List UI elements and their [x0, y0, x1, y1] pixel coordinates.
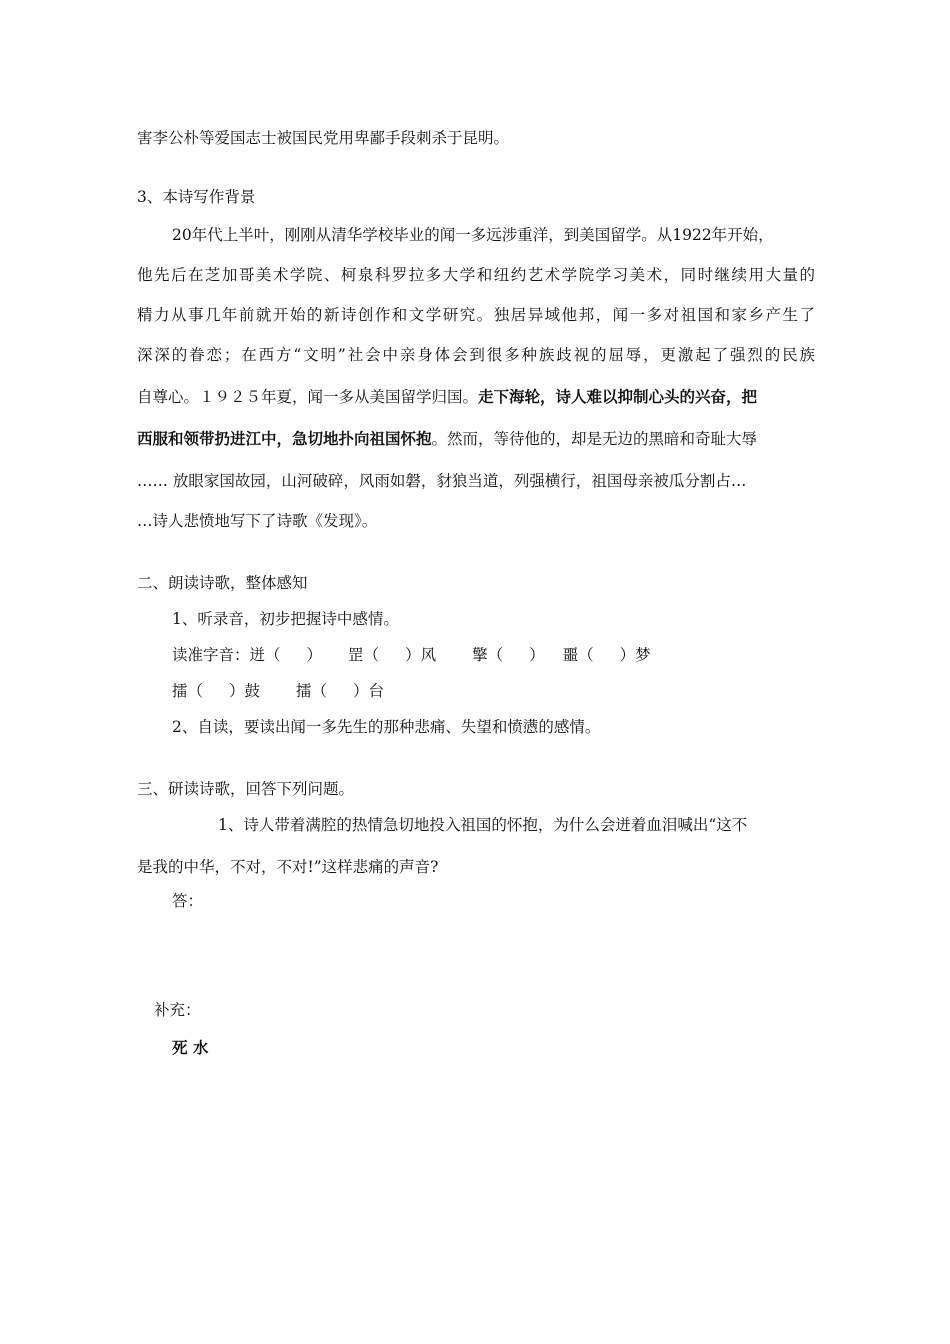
emphasized-text: 西服和领带扔进江中，急切地扑向祖国怀抱	[137, 429, 432, 448]
section-heading: 二、朗读诗歌，整体感知	[137, 574, 308, 592]
paragraph-line: …… 放眼家国故园，山河破碎，风雨如磐，豺狼当道，列强横行，祖国母亲被瓜分割占…	[137, 472, 747, 490]
paragraph-text: 。然而，等待他的，却是无边的黑暗和奇耻大辱	[431, 430, 758, 448]
emphasized-text: 走下海轮，诗人难以抑制心头的兴奋，把	[478, 387, 758, 406]
pron-char: 擂（	[172, 682, 204, 700]
paragraph-line: 20年代上半叶，刚刚从清华学校毕业的闻一多远涉重洋，到美国留学。从1922年开始，	[172, 226, 774, 244]
intro-tail: 害李公朴等爱国志士被国民党用卑鄙手段刺杀于昆明。	[137, 129, 510, 147]
pron-char: 噩（	[562, 646, 594, 664]
question-line: 是我的中华，不对，不对!”这样悲痛的声音?	[137, 858, 439, 876]
paragraph-line	[137, 428, 757, 450]
pron-char: ）鼓	[229, 682, 261, 700]
pronunciation-label: 读准字音：	[172, 646, 250, 664]
paragraph-line: 精力从事几年前就开始的新诗创作和文学研究。独居异域他邦，闻一多对祖国和家乡产生了	[137, 306, 815, 324]
pron-char: ）台	[353, 682, 385, 700]
pron-char: ）	[529, 646, 545, 664]
list-item: 1、听录音，初步把握诗中感情。	[172, 610, 399, 628]
paragraph-text: 自尊心。１９２５年夏，闻一多从美国留学归国。	[137, 388, 479, 406]
question-line: 1、诗人带着满腔的热情急切地投入祖国的怀抱，为什么会迸着血泪喊出“这不	[218, 816, 748, 834]
pron-char: 罡（	[348, 646, 380, 664]
pron-char: 擎（	[472, 646, 504, 664]
paragraph-line: …诗人悲愤地写下了诗歌《发现》。	[137, 512, 378, 530]
poem-title: 死 水	[172, 1038, 209, 1057]
supplement-label: 补充：	[154, 1001, 201, 1019]
paragraph-line	[137, 386, 757, 408]
pron-char: ）梦	[619, 646, 651, 664]
section-heading: 三、研读诗歌，回答下列问题。	[137, 780, 355, 798]
paragraph-line: 深深的眷恋；在西方“文明”社会中亲身体会到很多种族歧视的屈辱，更激起了强烈的民族	[137, 346, 815, 364]
pronunciation-row	[172, 680, 384, 702]
pron-char: ）	[306, 646, 323, 664]
background-heading: 3、本诗写作背景	[137, 188, 256, 206]
answer-label: 答：	[172, 892, 204, 910]
pronunciation-row	[172, 644, 651, 666]
pron-char: 擂（	[296, 682, 328, 700]
list-item: 2、自读，要读出闻一多先生的那种悲痛、失望和愤懑的感情。	[172, 718, 601, 736]
paragraph-line: 他先后在芝加哥美术学院、柯泉科罗拉多大学和纽约艺术学院学习美术，同时继续用大量的	[137, 266, 815, 284]
pron-char: ）风	[405, 646, 437, 664]
pron-char: 迸（	[249, 646, 281, 664]
